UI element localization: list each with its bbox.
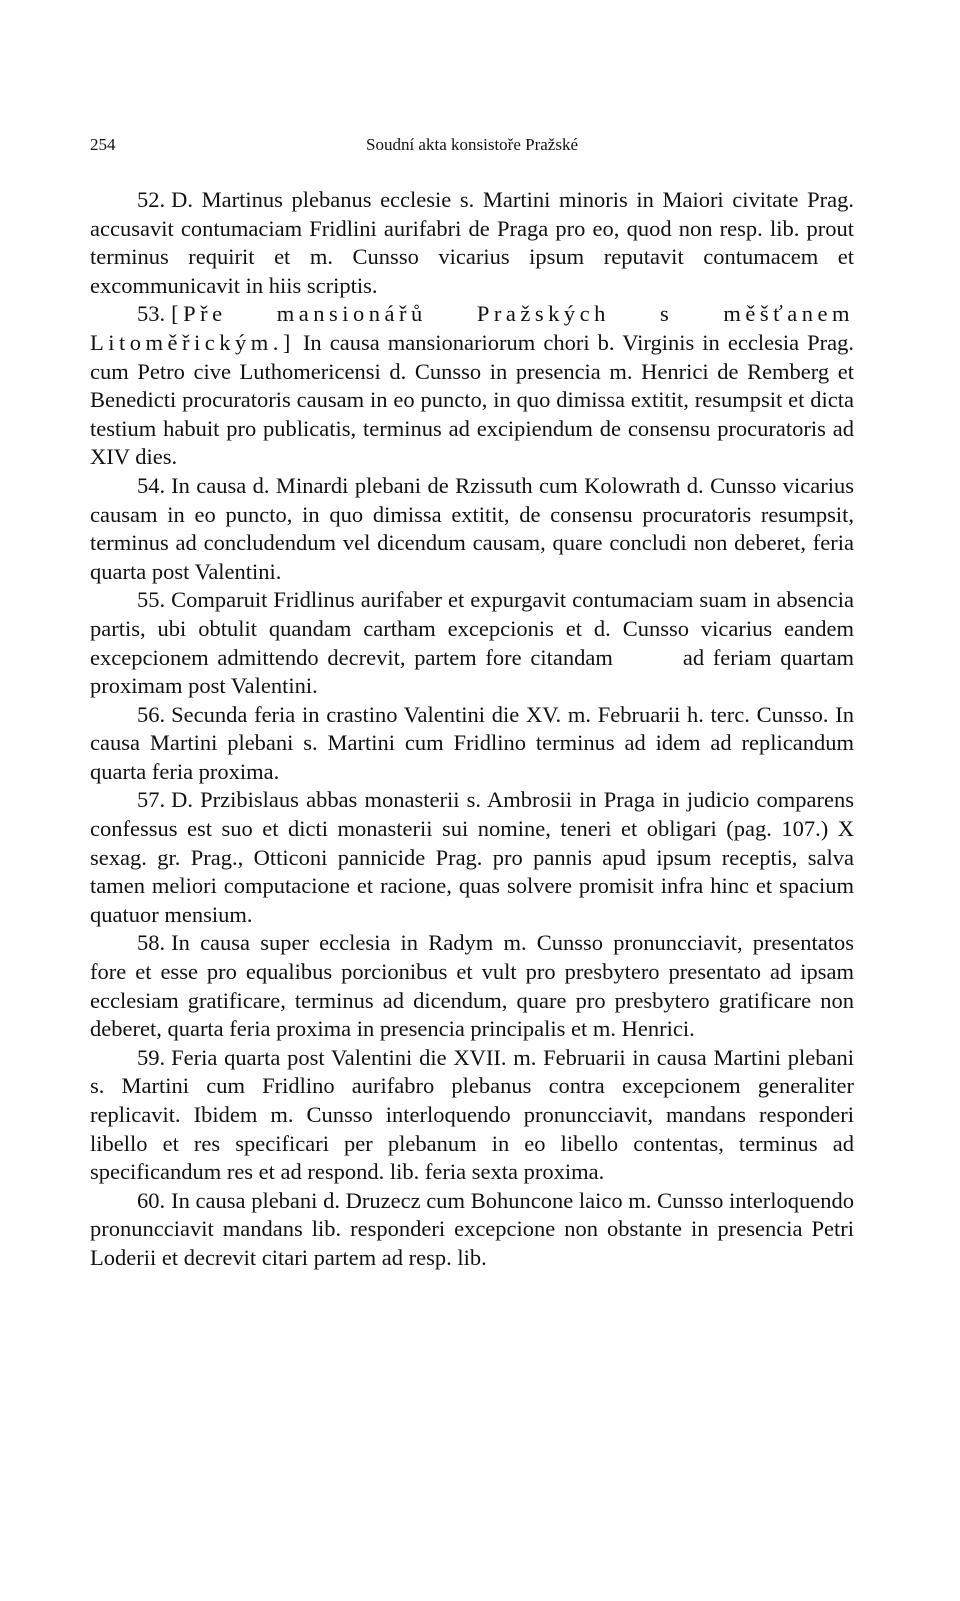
entry-56 [90,701,854,787]
running-title: Soudní akta konsistoře Pražské [366,135,578,154]
entry-number: 57. [137,787,166,813]
entry-59 [90,1044,854,1187]
entry-54 [90,472,854,586]
entry-60 [90,1187,854,1273]
page-header [90,133,854,157]
entry-58 [90,929,854,1043]
entry-52 [90,186,854,300]
entry-text-continued: ad feriam quartam proximam post Valentini. [90,644,854,699]
entry-number: 55. [137,587,166,613]
entry-text: Secunda feria in crastino Valentini die XV. m. Februarii h. terc. Cunsso. In causa Martini plebani s. Martini cum Fridlino terminus ad idem ad replicandum quarta feria proxima. [90,701,854,784]
document-body [90,186,854,1273]
entry-text: In causa d. Minardi plebani de Rzissuth cum Kolowrath d. Cunsso vicarius causam in eo puncto, in quo dimissa extitit, de consensu procuratoris resumpsit, terminus ad concludendum vel dicendum causam, quare concludi non deberet, feria quarta post Valentini. [90,472,854,584]
entry-55 [90,586,854,700]
entry-number: 59. [137,1044,166,1070]
entry-number: 56. [137,701,166,727]
entry-text: Feria quarta post Valentini die XVII. m. Februarii in causa Martini plebani s. Martini cum Fridlino aurifabro plebanus contra excepcionem generaliter replicavit. Ibidem m. Cunsso interloquendo pronuncciavit, mandans responderi libello et res specificari per plebanum in eo libello contentas, terminus ad specificandum res et ad respond. lib. feria sexta proxima. [90,1044,854,1185]
entry-number: 52. [137,187,166,212]
entry-text: In causa super ecclesia in Radym m. Cunsso pronuncciavit, presentatos fore et esse pro equalibus porcionibus et vult pro presbytero presentato ad ipsam ecclesiam gratificare, terminus ad dicendum, quare pro presbytero gratificare non deberet, quarta feria proxima in presencia principalis et m. Henrici. [90,930,854,1042]
entry-text: In causa plebani d. Druzecz cum Bohuncone laico m. Cunsso interloquendo pronuncciavit mandans lib. responderi excepcione non obstante in presencia Petri Loderii et decrevit citari partem ad resp. lib. [90,1187,854,1270]
entry-53 [90,300,854,472]
entry-number: 58. [137,930,166,956]
entry-number: 53. [137,301,166,327]
entry-heading: [Pře mansionářů Pražských s měšťanem Litoměřickým.] [90,301,854,355]
entry-text: D. Przibislaus abbas monasterii s. Ambrosii in Praga in judicio comparens confessus est suo et dicti monasterii sui nomine, teneri et obligari (pag. 107.) X sexag. gr. Prag., Otticoni pannicide Prag. pro pannis apud ipsum receptis, salva tamen meliori computacione et racione, quas solvere promisit infra hinc et spacium quatuor mensium. [90,787,854,927]
entry-number: 54. [137,472,166,498]
entry-text: D. Martinus plebanus ecclesie s. Martini minoris in Maiori civitate Prag. accusavit contumaciam Fridlini aurifabri de Praga pro eo, quod non resp. lib. prout terminus requirit et m. Cunsso vicarius ipsum reputavit contumacem et excommunicavit in hiis scriptis. [90,187,854,298]
entry-57 [90,786,854,929]
entry-number: 60. [137,1187,166,1213]
page-number: 254 [90,135,116,154]
entry-text: In causa mansionariorum chori b. Virginis in ecclesia Prag. cum Petro cive Luthomericensi d. Cunsso in presencia m. Henrici de Remberg et Benedicti procuratoris causam in eo puncto, in quo dimissa extitit, resumpsit et dicta testium habuit pro publicatis, terminus ad excipiendum de consensu procuratoris ad XIV dies. [90,329,855,470]
entry-text: Comparuit Fridlinus aurifaber et expurgavit contumaciam suam in absencia partis, ubi obtulit quandam cartham excepcionis et d. Cunsso vicarius eandem excepcionem admittendo decrevit, partem fore citandam [90,587,854,670]
